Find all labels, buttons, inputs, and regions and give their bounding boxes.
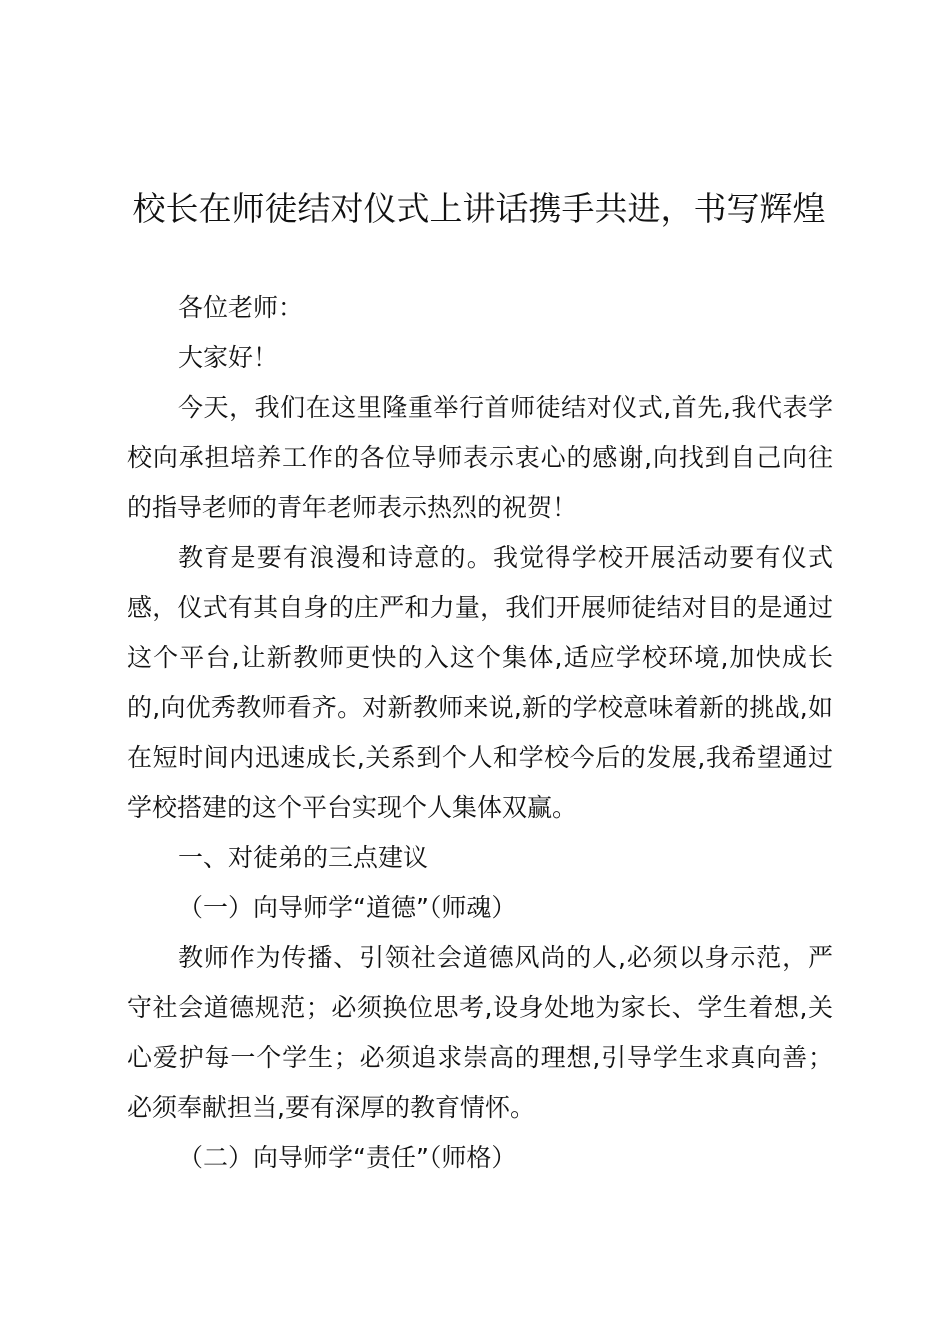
body-paragraph: 今天，我们在这里隆重举行首师徒结对仪式,首先,我代表学校向承担培养工作的各位导师表示衷心的感谢,向找到自己向往的指导老师的青年老师表示热烈的祝贺！: [127, 393, 833, 522]
body-paragraph: 教师作为传播、引领社会道德风尚的人,必须以身示范，严守社会道德规范；必须换位思考,设身处地为家长、学生着想,关心爱护每一个学生；必须追求崇高的理想,引导学生求真向善；必须奉献担当,要有深厚的教育情怀。: [127, 943, 833, 1122]
subsection-heading: （二）向导师学“责任”（师格）: [178, 1143, 517, 1172]
subsection-heading: （一）向导师学“道德”（师魂）: [178, 893, 517, 922]
body-paragraph: 教育是要有浪漫和诗意的。我觉得学校开展活动要有仪式感，仪式有其自身的庄严和力量，我们开展师徒结对目的是通过这个平台,让新教师更快的入这个集体,适应学校环境,加快成长的,向优秀教师看齐。对新教师来说,新的学校意味着新的挑战,如在短时间内迅速成长,关系到个人和学校今后的发展,我希望通过学校搭建的这个平台实现个人集体双赢。: [127, 543, 833, 822]
salutation: 各位老师：: [178, 293, 304, 322]
greeting: 大家好！: [178, 343, 279, 372]
document-title: 校长在师徒结对仪式上讲话携手共进，书写辉煌: [132, 189, 826, 228]
section-heading: 一、对徒弟的三点建议: [178, 843, 429, 872]
document-body: [127, 283, 833, 1183]
